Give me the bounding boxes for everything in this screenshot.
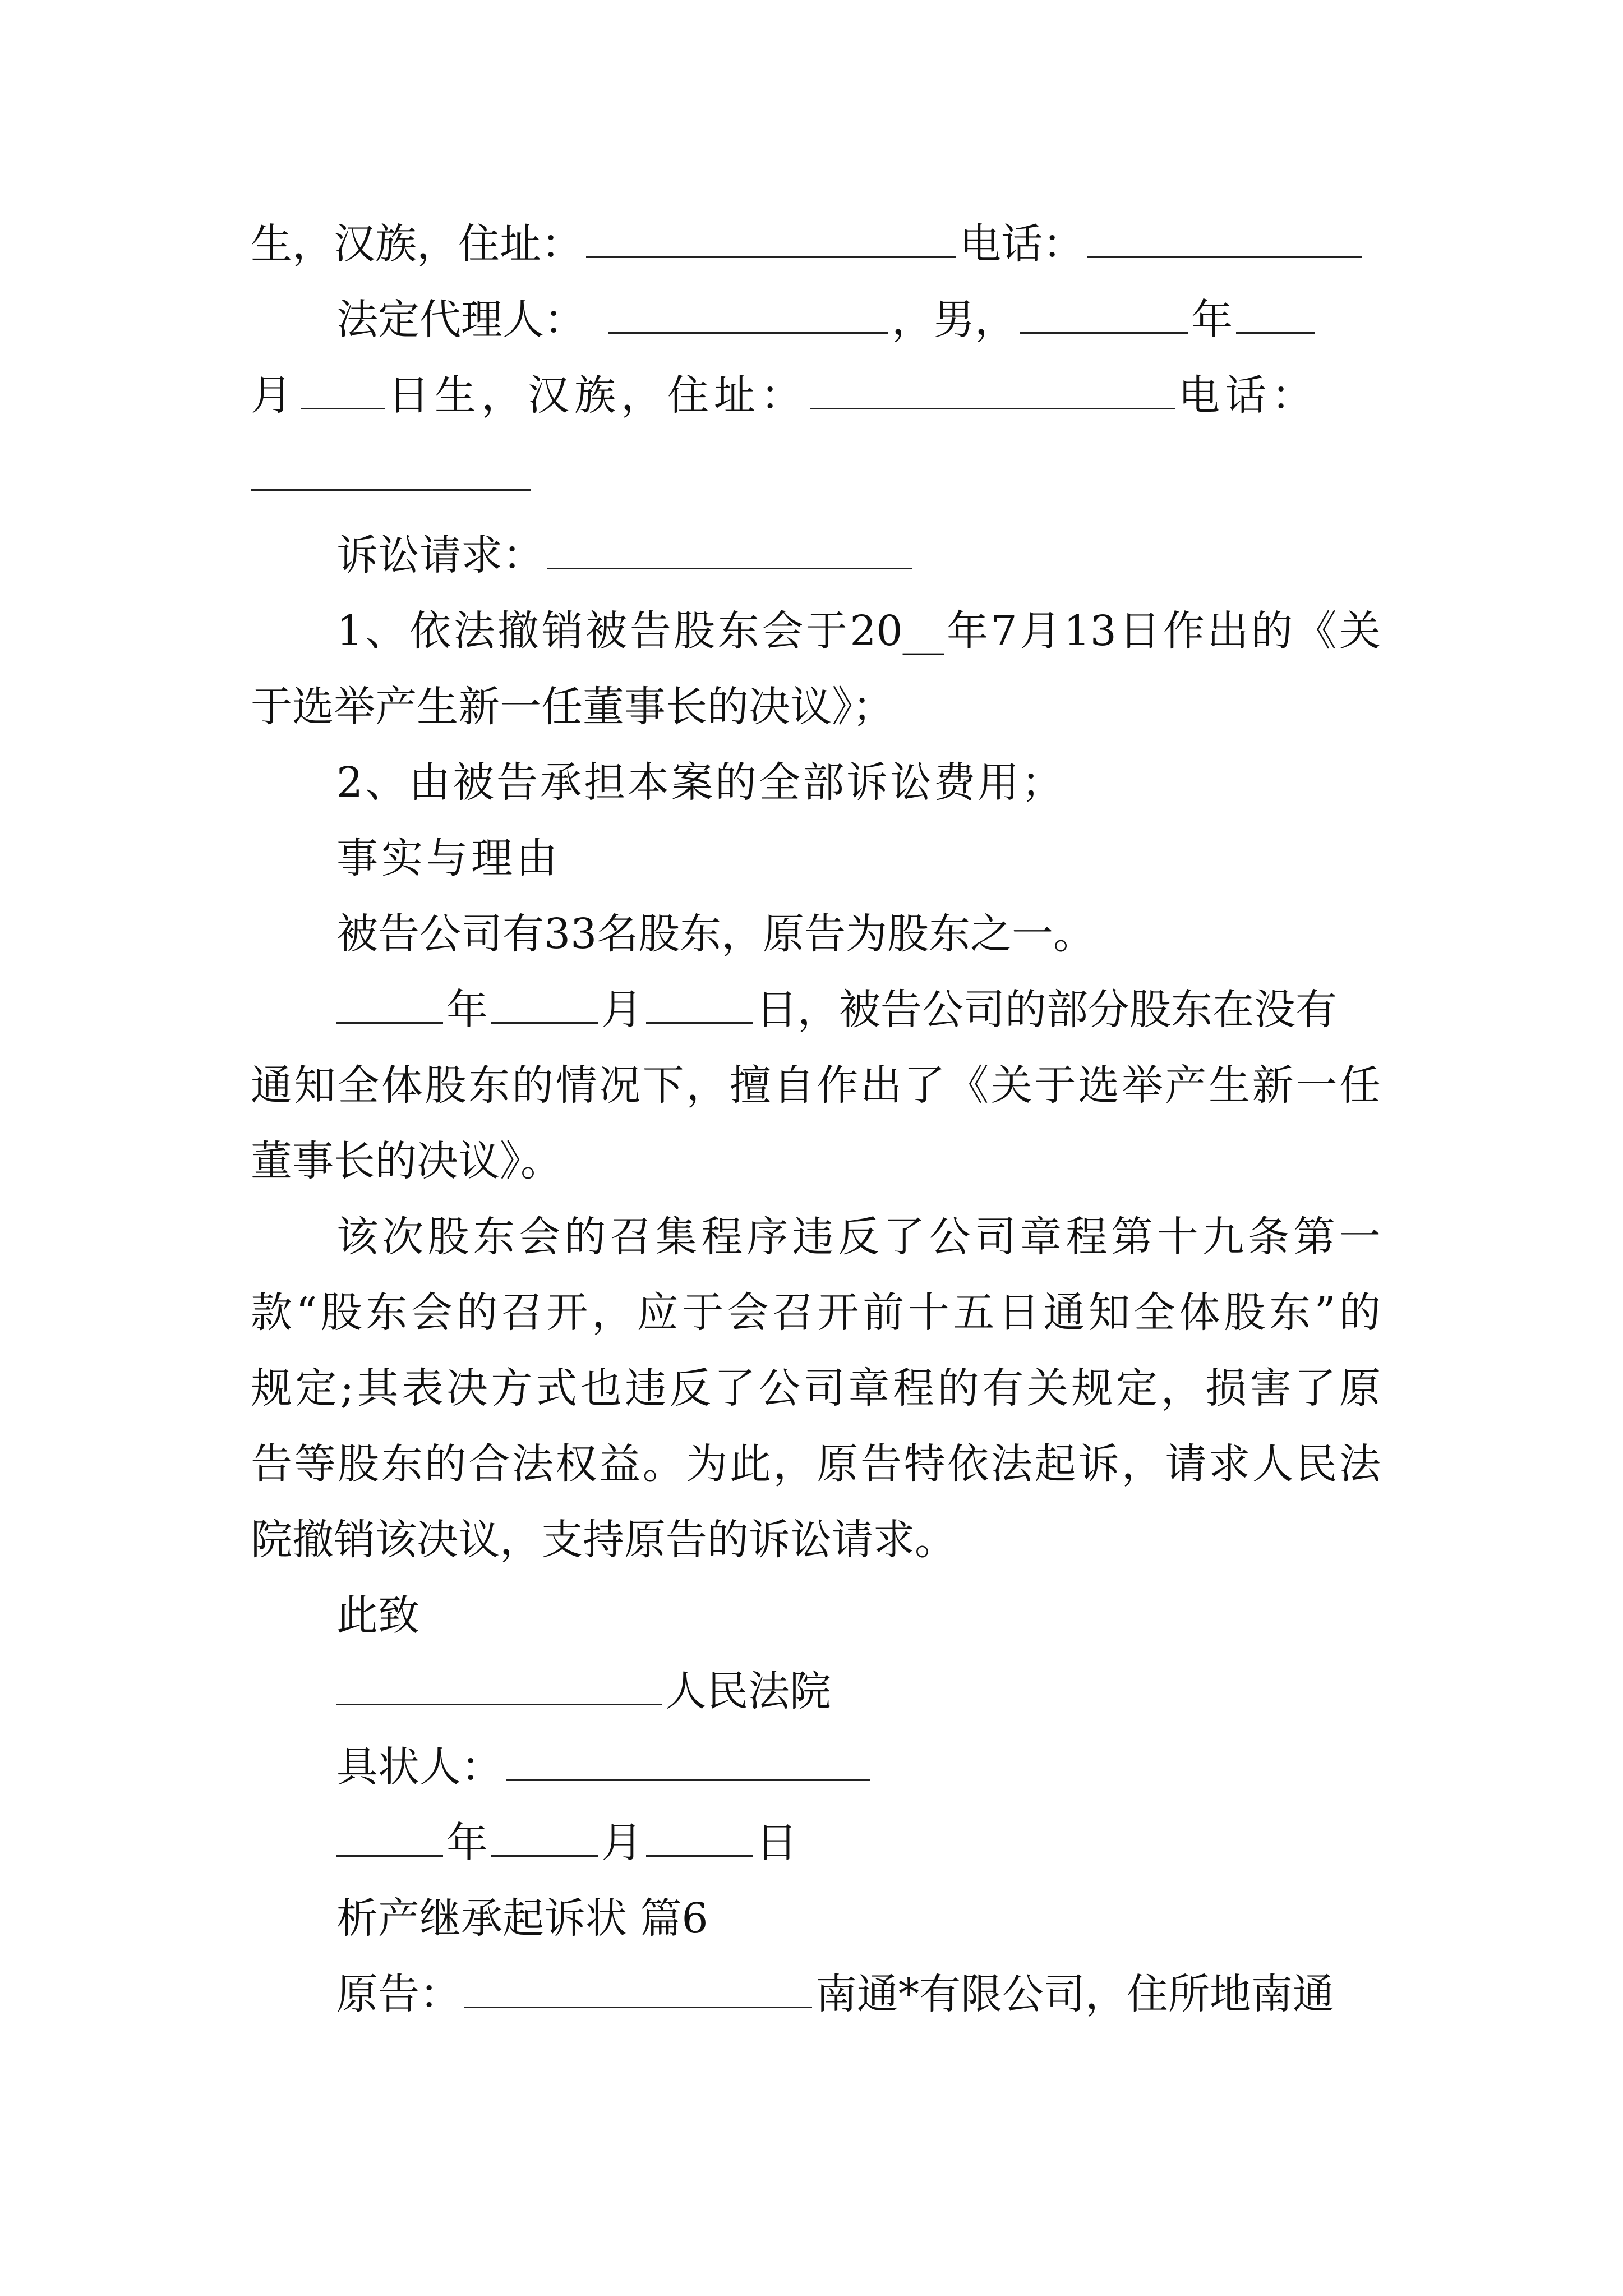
defendant-address-line <box>251 216 1381 272</box>
fill-blank <box>491 983 598 1024</box>
date-fact-line <box>336 982 1381 1038</box>
fact-paragraph-1: 被告公司有33名股东，原告为股东之一。 <box>336 910 1095 958</box>
facts-heading: 事实与理由 <box>336 834 561 882</box>
fill-blank <box>251 450 531 491</box>
text-segment: 法定代理人： <box>336 296 585 344</box>
legal-representative-line <box>336 292 1381 348</box>
claim-2: 2、由被告承担本案的全部诉讼费用； <box>336 758 1066 807</box>
fact-paragraph-3-line2: 款“股东会的召开，应于会召开前十五日通知全体股东”的 <box>251 1289 1381 1337</box>
text-segment: 月 <box>601 986 643 1034</box>
fill-blank <box>336 1816 443 1857</box>
representative-birth-line <box>251 367 1381 424</box>
text-segment: 电话： <box>960 220 1084 268</box>
text-segment: 南通*有限公司，住所地南通 <box>815 1970 1334 2018</box>
text-segment: 人民法院 <box>665 1667 831 1715</box>
claim-1: 1、依法撤销被告股东会于20__年7月13日作出的《关 <box>336 607 1381 655</box>
fact-paragraph-3: 该次股东会的召集程序违反了公司章程第十九条第一 <box>336 1213 1381 1261</box>
text-segment: 日，被告公司的部分股东在没有 <box>756 986 1337 1034</box>
fill-blank <box>547 528 912 569</box>
text-segment: 具状人： <box>336 1743 502 1791</box>
text-segment: 日 <box>756 1819 797 1867</box>
fill-blank <box>336 983 443 1024</box>
text-segment: 年 <box>446 1819 488 1867</box>
fill-blank <box>586 217 956 258</box>
text-segment: 电话： <box>1178 371 1318 420</box>
fill-blank <box>1087 217 1362 258</box>
text-segment: ，男， <box>892 296 1016 344</box>
fill-blank <box>608 293 888 334</box>
salutation: 此致 <box>336 1591 419 1640</box>
text-segment: 月 <box>251 371 297 420</box>
claims-heading <box>336 527 1381 583</box>
fill-blank <box>1236 293 1315 334</box>
fill-blank <box>646 983 753 1024</box>
fact-paragraph-2-end: 董事长的决议》。 <box>251 1137 562 1185</box>
fill-blank <box>301 369 385 409</box>
phone-blank-line <box>251 449 1381 505</box>
fill-blank <box>646 1816 753 1857</box>
text-segment: 年 <box>1191 296 1233 344</box>
claim-1-continued: 于选举产生新一任董事长的决议》； <box>251 683 894 731</box>
fact-paragraph-3-line3: 规定;其表决方式也违反了公司章程的有关规定，损害了原 <box>251 1364 1381 1412</box>
text-segment: 原告： <box>336 1970 461 2018</box>
text-segment: 年 <box>446 986 488 1034</box>
fill-blank <box>810 369 1175 409</box>
fill-blank <box>491 1816 598 1857</box>
text-segment: 生，汉族，住址： <box>251 220 583 268</box>
section-title: 析产继承起诉状 篇6 <box>336 1894 708 1943</box>
signature-date-line <box>336 1815 1381 1871</box>
plaintiff-line <box>336 1966 1381 2022</box>
fill-blank <box>1020 293 1188 334</box>
fill-blank <box>464 1967 812 2008</box>
text-segment: 诉讼请求： <box>336 531 544 579</box>
fact-paragraph-2: 通知全体股东的情况下，擅自作出了《关于选举产生新一任 <box>251 1061 1381 1110</box>
fact-paragraph-3-end: 院撤销该决议，支持原告的诉讼请求。 <box>251 1516 956 1564</box>
text-segment: 月 <box>601 1819 643 1867</box>
text-segment: 日生，汉族，住址： <box>388 371 807 420</box>
plaintiff-signature-line <box>336 1739 1381 1795</box>
court-line <box>336 1663 1381 1719</box>
fill-blank <box>336 1664 662 1705</box>
fill-blank <box>506 1740 870 1781</box>
fact-paragraph-3-line4: 告等股东的合法权益。为此，原告特依法起诉，请求人民法 <box>251 1440 1381 1488</box>
